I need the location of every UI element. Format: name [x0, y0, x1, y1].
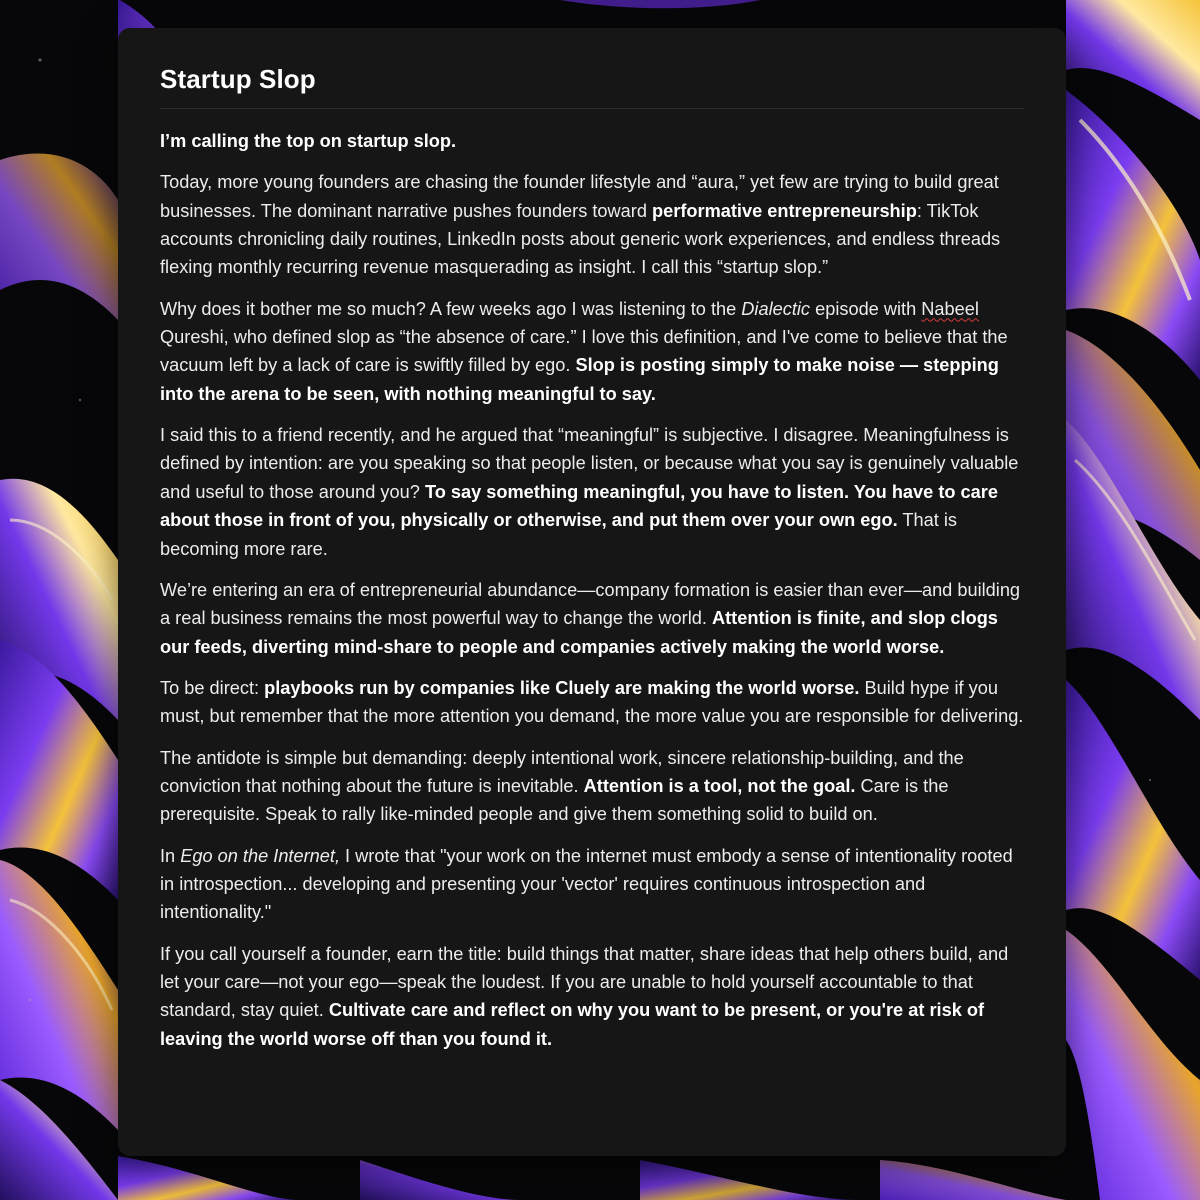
bold-text: To say something meaningful, you have to listen. You have to care about those in front of you, physically or otherwise, and put them over your own ego.: [160, 481, 998, 531]
article-paragraph: [160, 842, 1024, 927]
text-run: If you call yourself a founder, earn the title: build things that matter, share ideas that help others build, and let your care—not your ego—speak the loudest. If you are unable to hold yourself accountable to that standard, stay quiet.: [160, 943, 1009, 1021]
article-paragraph: [160, 127, 1024, 155]
bold-text: Slop is posting simply to make noise — stepping into the arena to be seen, with nothing meaningful to say.: [160, 355, 999, 404]
text-run: Care is the prerequisite. Speak to rally like-minded people and give them something solid to build on.: [160, 775, 949, 825]
article-paragraph: [160, 744, 1024, 829]
article-paragraph: [160, 295, 1024, 409]
bold-text: performative entrepreneurship: [652, 200, 917, 221]
text-run: In: [160, 845, 181, 866]
text-run: : TikTok accounts chronicling daily routines, LinkedIn posts about generic work experiences, and endless threads flexing monthly recurring revenue masquerading as insight. I call this “startup slop.”: [160, 200, 1001, 278]
text-run: Build hype if you must, but remember that the more attention you demand, the more value you are responsible for delivering.: [160, 677, 1024, 727]
article-paragraph: [160, 674, 1024, 731]
text-run: Why does it bother me so much? A few weeks ago I was listening to the: [160, 298, 742, 319]
bold-text: playbooks run by companies like Cluely are making the world worse.: [264, 677, 860, 698]
text-run: Today, more young founders are chasing the founder lifestyle and “aura,” yet few are trying to build great businesses. The dominant narrative pushes founders toward: [160, 172, 999, 221]
bold-text: Attention is a tool, not the goal.: [583, 775, 856, 796]
text-run: I wrote that "your work on the internet must embody a sense of intentionality rooted in introspection... developing and presenting your 'vector' requires continuous introspection and intentionality.": [160, 845, 1013, 923]
text-run: I said this to a friend recently, and he argued that “meaningful” is subjective. I disagree. Meaningfulness is defined by intention: are you speaking so that people listen, or because what you say is genuinely valuable and useful to those around you?: [160, 425, 1019, 502]
italic-text: Dialectic: [741, 298, 811, 319]
text-run: episode with: [810, 298, 922, 319]
article-body: [160, 127, 1024, 1053]
bold-text: Cultivate care and reflect on why you want to be present, or you're at risk of leaving the world worse off than you found it.: [160, 1000, 985, 1049]
italic-text: Ego on the Internet,: [180, 845, 340, 866]
spellcheck-flagged-word: Nabeel: [921, 298, 979, 319]
article-paragraph: [160, 576, 1024, 661]
bold-text: I’m calling the top on startup slop.: [160, 131, 457, 151]
article-paragraph: [160, 168, 1024, 282]
bold-text: Attention is finite, and slop clogs our feeds, diverting mind-share to people and companies actively making the world worse.: [160, 608, 998, 657]
text-run: That is becoming more rare.: [160, 510, 957, 559]
text-run: To be direct:: [160, 677, 265, 698]
text-run: The antidote is simple but demanding: deeply intentional work, sincere relationship-building, and the conviction that nothing about the future is inevitable.: [160, 747, 964, 796]
article-card: [118, 28, 1066, 1156]
text-run: We’re entering an era of entrepreneurial abundance—company formation is easier than ever—and building a real business remains the most powerful way to change the world.: [160, 579, 1021, 629]
article-paragraph: [160, 940, 1024, 1054]
text-run: Qureshi, who defined slop as “the absence of care.” I love this definition, and I've come to believe that the vacuum left by a lack of care is swiftly filled by ego.: [160, 327, 1008, 376]
article-paragraph: [160, 421, 1024, 563]
article-title: Startup Slop: [160, 62, 1024, 109]
